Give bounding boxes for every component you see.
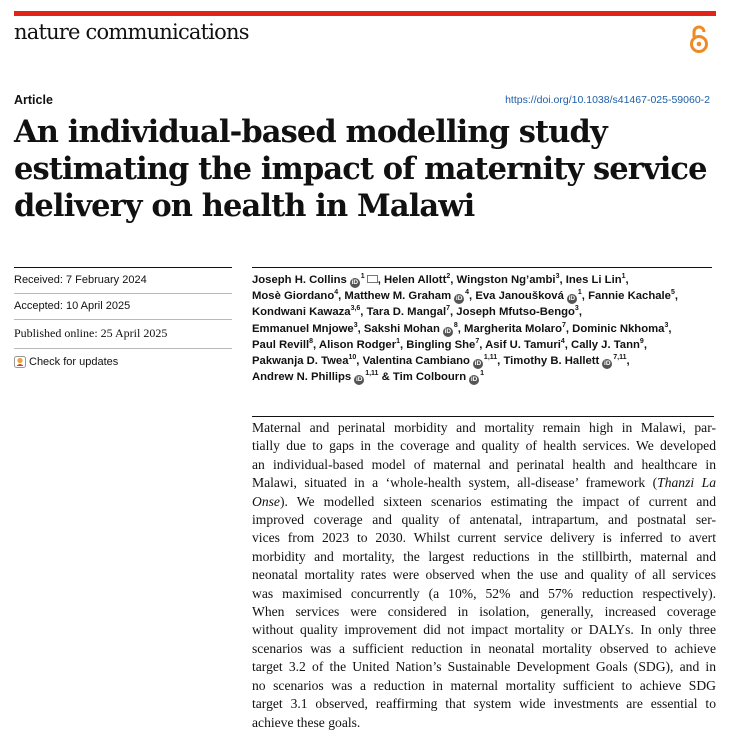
author-name: Tim Colbourn (392, 371, 467, 384)
author-name: Asif U. Tamuri (485, 338, 561, 351)
affiliation-number: 2 (446, 273, 451, 281)
author-name: Alison Rodger (318, 338, 397, 351)
author-name: Fannie Kachale (588, 290, 671, 303)
orcid-icon[interactable]: iD (351, 279, 359, 286)
affiliation-number: 1,11 (365, 370, 379, 378)
author-name: Andrew N. Phillips (252, 371, 352, 384)
author[interactable] (464, 323, 566, 335)
orcid-icon[interactable]: iD (474, 360, 482, 368)
author[interactable] (457, 274, 560, 286)
author[interactable] (485, 339, 565, 351)
author-name: Matthew M. Graham (344, 290, 452, 303)
affiliation-number: 7 (561, 321, 566, 329)
author-name: Kondwani Kawaza (252, 306, 351, 319)
author-name: Joseph Mfutso-Bengo (456, 306, 575, 319)
author[interactable] (393, 371, 484, 383)
author-line: Kondwani Kawaza$^{3,6}$, Tara D. Mangal$^7$, Joseph Mfutso-Bengo$^3$, (252, 305, 582, 319)
abstract-line: morbidity and mortality, the largest reductions in the stillbirth, maternal and (252, 548, 716, 564)
author[interactable] (367, 306, 450, 318)
author[interactable] (572, 323, 668, 335)
open-access-icon[interactable] (688, 24, 710, 54)
abstract-line: Maternal and perinatal morbidity and mortality remain high in Malawi, par- (252, 420, 716, 435)
affiliation-number: 3 (664, 321, 669, 329)
affiliation-number: 1 (480, 370, 484, 378)
affiliation-number: 1 (360, 273, 365, 281)
author[interactable] (252, 306, 360, 318)
abstract (252, 419, 716, 732)
author[interactable] (566, 274, 626, 286)
author-name: Valentina Cambiano (362, 355, 470, 368)
author[interactable] (252, 274, 378, 286)
orcid-icon[interactable]: iD (568, 295, 576, 303)
author[interactable] (384, 274, 450, 286)
author-name: Cally J. Tann (571, 338, 640, 351)
author-line: Mosè Giordano$^4$, Matthew M. Graham $iD^4$, Eva Janoušková $iD^1$, Fannie Kachale$^5$, (252, 289, 678, 303)
abstract-line: Onse). We modelled sixteen scenarios estimating the impact of current and (252, 493, 716, 509)
check-for-updates-link[interactable] (14, 349, 232, 368)
affiliation-number: 3,6 (350, 305, 361, 313)
author-list (252, 267, 712, 385)
author-name: Bingling She (406, 338, 476, 351)
author-name: Sakshi Mohan (363, 322, 440, 335)
abstract-line: vices from 2023 to 2030. Whilst current service delivery is inferred to avert (252, 530, 716, 546)
abstract-line: an individual-based model of maternal and perinatal health and healthcare in (252, 456, 716, 472)
affiliation-number: 7 (446, 305, 450, 313)
affiliation-number: 5 (670, 289, 675, 297)
author[interactable] (364, 323, 458, 335)
author[interactable] (252, 355, 356, 367)
author-name: Timothy B. Hallett (503, 355, 600, 368)
author-name: Emmanuel Mnjowe (252, 322, 354, 335)
author-name: Wingston Ng’ambi (456, 274, 556, 286)
author[interactable] (252, 290, 338, 302)
author-line: Pakwanja D. Twea$^{10}$, Valentina Cambiano iD$^{1,11}$, Timothy B. Hallett iD$^{7,11}$, (252, 354, 630, 368)
abstract-rule (252, 416, 714, 417)
affiliation-number: 4 (560, 338, 565, 346)
author-name: Margherita Molaro (464, 322, 562, 335)
article-title (14, 114, 714, 225)
orcid-icon[interactable]: iD (455, 295, 463, 303)
journal-name[interactable]: nature communications (14, 20, 249, 44)
email-icon[interactable] (367, 275, 378, 283)
author[interactable] (344, 290, 469, 302)
author-line: Joseph H. Collins $iD^1$ , Helen Allott$^2$, Wingston Ng’ambi$^3$, Ines Li Lin$^1$, (252, 273, 629, 286)
author[interactable] (252, 339, 313, 351)
affiliation-number: 7,11 (613, 354, 627, 362)
check-for-updates-label: Check for updates (29, 356, 119, 368)
affiliation-number: 4 (334, 289, 339, 297)
accepted-date: Accepted: 10 April 2025 (14, 294, 232, 320)
check-for-updates-icon (14, 356, 26, 368)
affiliation-number: 9 (639, 338, 644, 346)
author[interactable] (406, 339, 479, 351)
affiliation-number: 8 (453, 321, 458, 329)
author-name: Eva Janoušková (475, 290, 564, 303)
affiliation-number: 1,11 (483, 354, 498, 362)
abstract-line: target 3.1 observed, reaffirming that system wide investments are essential to (252, 696, 716, 712)
affiliation-number: 1 (621, 273, 626, 281)
abstract-line: was maximised concurrently (a 10%, 52% and 57% reduction respectively). (252, 585, 716, 601)
author[interactable] (252, 323, 358, 335)
author-line: Emmanuel Mnjowe$^3$, Sakshi Mohan $iD^8$, Margherita Molaro$^7$, Dominic Nkhoma$^3$, (252, 321, 672, 335)
orcid-icon[interactable]: iD (444, 327, 452, 335)
author-name: Mosè Giordano (252, 290, 335, 303)
journal-accent-bar (14, 11, 716, 16)
author[interactable] (456, 306, 579, 318)
author-name: Helen Allott (383, 274, 447, 286)
orcid-icon[interactable]: iD (470, 376, 478, 384)
article-type-label: Article (14, 93, 53, 107)
author-name: Pakwanja D. Twea (252, 355, 349, 368)
orcid-icon[interactable]: iD (604, 360, 611, 368)
abstract-line: improved coverage and quality of antenatal, intrapartum, and postnatal ser- (252, 512, 716, 528)
received-date: Received: 7 February 2024 (14, 268, 232, 294)
affiliation-number: 3 (574, 305, 579, 313)
abstract-line: neonatal mortality rates were observed when the use and quality of all services (252, 567, 716, 583)
abstract-line: achieve these goals. (252, 714, 361, 730)
author-name: Tara D. Mangal (366, 306, 447, 319)
affiliation-number: 1 (577, 289, 582, 297)
author-name: Ines Li Lin (565, 274, 622, 286)
published-date: Published online: 25 April 2025 (14, 320, 232, 349)
abstract-line: target 3.2 of the United Nation’s Sustainable Development Goals (SDG), and in (252, 659, 716, 675)
affiliation-number: 8 (309, 338, 314, 346)
abstract-line: without quality improvement did not impact mortality or DALYs. In only three (252, 622, 716, 638)
abstract-line: no scenarios was a reduction in maternal mortality sufficient to achieve SDG (252, 677, 716, 693)
affiliation-number: 10 (348, 354, 357, 362)
orcid-icon[interactable]: iD (355, 376, 363, 384)
author[interactable] (252, 371, 378, 383)
abstract-line: tially due to gaps in the coverage and quality of health services. We developed (252, 438, 716, 454)
affiliation-number: 1 (396, 338, 401, 346)
author-line: Andrew N. Phillips iD$^{1,11}$ & Tim Colbourn $iD^1$ (252, 370, 484, 384)
doi-link[interactable]: https://doi.org/10.1038/s41467-025-59060-2 (505, 94, 710, 106)
author[interactable] (363, 355, 498, 367)
title-line: estimating the impact of maternity service (14, 151, 707, 187)
abstract-line: scenarios was a sufficient reduction in neonatal mortality observed to achieve (252, 640, 716, 656)
affiliation-number: 3 (555, 273, 560, 281)
abstract-line: When services were considered in isolation, generally, increased coverage (252, 604, 716, 620)
author-name: Paul Revill (252, 338, 310, 351)
author[interactable] (588, 290, 675, 302)
affiliation-number: 7 (475, 338, 480, 346)
article-history (14, 267, 232, 368)
affiliation-number: 4 (465, 289, 470, 297)
author[interactable] (503, 355, 626, 367)
author-name: Joseph H. Collins (252, 274, 347, 286)
author[interactable] (475, 290, 581, 302)
author-line: Paul Revill$^8$, Alison Rodger$^1$, Bingling She$^7$, Asif U. Tamuri$^4$, Cally J. Tann$^9$, (252, 338, 647, 351)
abstract-line: Malawi, situated in a ‘whole-health system, all-disease’ framework (Thanzi La (252, 475, 716, 491)
title-line: An individual-based modelling study (14, 114, 607, 150)
author[interactable] (319, 339, 400, 351)
author-name: Dominic Nkhoma (572, 322, 665, 335)
title-line: delivery on health in Malawi (14, 188, 475, 224)
affiliation-number: 3 (353, 321, 358, 329)
author[interactable] (571, 339, 644, 351)
